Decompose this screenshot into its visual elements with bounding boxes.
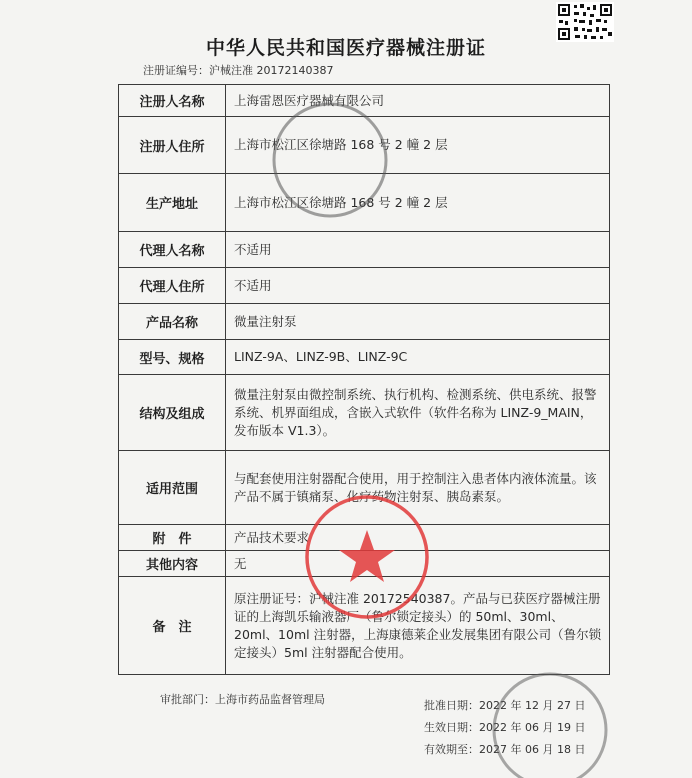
row-label: 其他内容 bbox=[119, 551, 226, 577]
row-value: 上海市松江区徐塘路 168 号 2 幢 2 层 bbox=[226, 174, 610, 232]
row-label: 备 注 bbox=[119, 577, 226, 675]
row-label: 代理人名称 bbox=[119, 232, 226, 268]
table-row bbox=[119, 375, 610, 451]
table-row bbox=[119, 174, 610, 232]
table-row bbox=[119, 304, 610, 340]
row-label: 型号、规格 bbox=[119, 340, 226, 375]
row-value: 上海市松江区徐塘路 168 号 2 幢 2 层 bbox=[226, 117, 610, 174]
row-value: 上海雷恩医疗器械有限公司 bbox=[226, 85, 610, 117]
table-row bbox=[119, 85, 610, 117]
row-value: 与配套使用注射器配合使用，用于控制注入患者体内液体流量。该产品不属于镇痛泵、化疗药物注射泵、胰岛素泵。 bbox=[226, 451, 610, 525]
table-row bbox=[119, 551, 610, 577]
approving-department: 审批部门：上海市药品监督管理局 bbox=[160, 693, 325, 706]
row-label: 注册人名称 bbox=[119, 85, 226, 117]
row-label: 注册人住所 bbox=[119, 117, 226, 174]
certificate-title: 中华人民共和国医疗器械注册证 bbox=[205, 37, 486, 59]
row-value: LINZ-9A、LINZ-9B、LINZ-9C bbox=[226, 340, 610, 375]
registration-number: 注册证编号：沪械注准 20172140387 bbox=[143, 64, 334, 77]
row-value: 不适用 bbox=[226, 268, 610, 304]
expiry-date: 有效期至：2027 年 06 月 18 日 bbox=[424, 743, 586, 756]
row-value: 产品技术要求 bbox=[226, 525, 610, 551]
table-row bbox=[119, 117, 610, 174]
row-value: 原注册证号：沪械注准 20172540387。产品与已获医疗器械注册证的上海凯乐输液器厂（鲁尔锁定接头）的 50ml、30ml、20ml、10ml 注射器，上海康德莱企业发展集团有限公司（鲁尔锁定接头）5ml 注射器配合使用。 bbox=[226, 577, 610, 675]
row-label: 附 件 bbox=[119, 525, 226, 551]
row-label: 产品名称 bbox=[119, 304, 226, 340]
row-label: 代理人住所 bbox=[119, 268, 226, 304]
row-label: 适用范围 bbox=[119, 451, 226, 525]
effective-date: 生效日期：2022 年 06 月 19 日 bbox=[424, 721, 586, 734]
certificate-table bbox=[118, 84, 610, 675]
table-row bbox=[119, 232, 610, 268]
row-label: 结构及组成 bbox=[119, 375, 226, 451]
table-row bbox=[119, 577, 610, 675]
table-row bbox=[119, 340, 610, 375]
table-row bbox=[119, 451, 610, 525]
row-value: 微量注射泵由微控制系统、执行机构、检测系统、供电系统、报警系统、机界面组成，含嵌入式软件（软件名称为 LINZ-9_MAIN，发布版本 V1.3）。 bbox=[226, 375, 610, 451]
row-value: 无 bbox=[226, 551, 610, 577]
row-value: 微量注射泵 bbox=[226, 304, 610, 340]
table-row bbox=[119, 525, 610, 551]
table-row bbox=[119, 268, 610, 304]
row-label: 生产地址 bbox=[119, 174, 226, 232]
approval-date: 批准日期：2022 年 12 月 27 日 bbox=[424, 699, 586, 712]
row-value: 不适用 bbox=[226, 232, 610, 268]
